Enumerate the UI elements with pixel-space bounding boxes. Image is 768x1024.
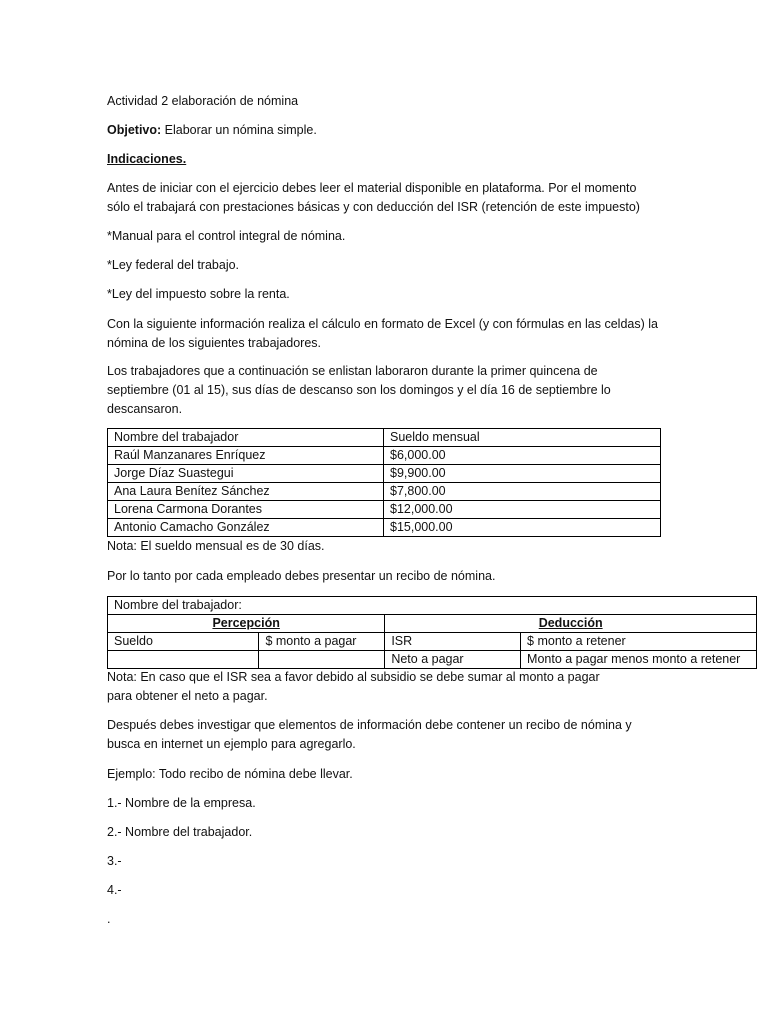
objective-line: [107, 121, 317, 140]
table-row: [108, 447, 661, 465]
amount-to-pay: $ monto a pagar: [259, 633, 385, 651]
salary-cell: $7,800.00: [384, 483, 661, 501]
reference-item: *Manual para el control integral de nómina.: [107, 229, 346, 243]
net-label: Neto a pagar: [385, 651, 521, 669]
example-item: 2.- Nombre del trabajador.: [107, 825, 253, 839]
isr-label: ISR: [385, 633, 521, 651]
worker-name-cell: Raúl Manzanares Enríquez: [108, 447, 384, 465]
salary-label: Sueldo: [108, 633, 259, 651]
objective-text: Elaborar un nómina simple.: [161, 123, 317, 137]
workers-paragraph: Los trabajadores que a continuación se enlistan laboraron durante la primer quincena de septiembre (01 al 15), sus días de descanso son los domingos y el día 16 de septiembre lo descansaron.: [107, 364, 611, 416]
empty-cell: [108, 651, 259, 669]
amount-to-withhold: $ monto a retener: [521, 633, 757, 651]
research-paragraph: Después debes investigar que elementos de información debe contener un recibo de nómina y busca en internet un ejemplo para agregarlo.: [107, 718, 632, 751]
worker-name-cell: Lorena Carmona Dorantes: [108, 501, 384, 519]
salary-cell: $9,900.00: [384, 465, 661, 483]
table-row: [108, 597, 757, 615]
document-title: Actividad 2 elaboración de nómina: [107, 94, 299, 108]
salary-cell: $12,000.00: [384, 501, 661, 519]
receipt-table: [107, 596, 757, 669]
reference-item: *Ley federal del trabajo.: [107, 258, 240, 272]
table-row: [108, 501, 661, 519]
worker-name-cell: Jorge Díaz Suastegui: [108, 465, 384, 483]
table-row: [108, 519, 661, 537]
deduction-heading: Deducción: [385, 615, 757, 633]
intro-paragraph: Antes de iniciar con el ejercicio debes leer el material disponible en plataforma. Por el momento sólo el trabajará con prestaciones básicas y con deducción del ISR (retención de este impuesto): [107, 181, 640, 214]
note-salary: Nota: El sueldo mensual es de 30 días.: [107, 539, 325, 553]
workers-table: [107, 428, 661, 537]
table-row: [108, 465, 661, 483]
excel-instruction: Con la siguiente información realiza el cálculo en formato de Excel (y con fórmulas en las celdas) la nómina de los siguientes trabajadores.: [107, 317, 658, 350]
objective-label: Objetivo:: [107, 123, 162, 137]
table-row: [108, 615, 757, 633]
note-isr: Nota: En caso que el ISR sea a favor debido al subsidio se debe sumar al monto a pagar para obtener el neto a pagar.: [107, 670, 600, 703]
table-row: [108, 483, 661, 501]
salary-cell: $15,000.00: [384, 519, 661, 537]
example-item: 4.-: [107, 883, 122, 897]
worker-name-cell: Ana Laura Benítez Sánchez: [108, 483, 384, 501]
worker-name-label: Nombre del trabajador:: [108, 597, 757, 615]
perception-heading: Percepción: [108, 615, 385, 633]
example-heading: Ejemplo: Todo recibo de nómina debe llevar.: [107, 767, 353, 781]
net-formula: Monto a pagar menos monto a retener: [521, 651, 757, 669]
example-item: 1.- Nombre de la empresa.: [107, 796, 256, 810]
receipt-intro: Por lo tanto por cada empleado debes presentar un recibo de nómina.: [107, 569, 496, 583]
table-row: [108, 633, 757, 651]
salary-cell: $6,000.00: [384, 447, 661, 465]
header-cell: Nombre del trabajador: [108, 429, 384, 447]
reference-item: *Ley del impuesto sobre la renta.: [107, 287, 290, 301]
table-header-row: [108, 429, 661, 447]
example-item: .: [107, 912, 111, 926]
example-item: 3.-: [107, 854, 122, 868]
worker-name-cell: Antonio Camacho González: [108, 519, 384, 537]
indications-heading: Indicaciones.: [107, 152, 187, 166]
empty-cell: [259, 651, 385, 669]
table-row: [108, 651, 757, 669]
header-cell: Sueldo mensual: [384, 429, 661, 447]
